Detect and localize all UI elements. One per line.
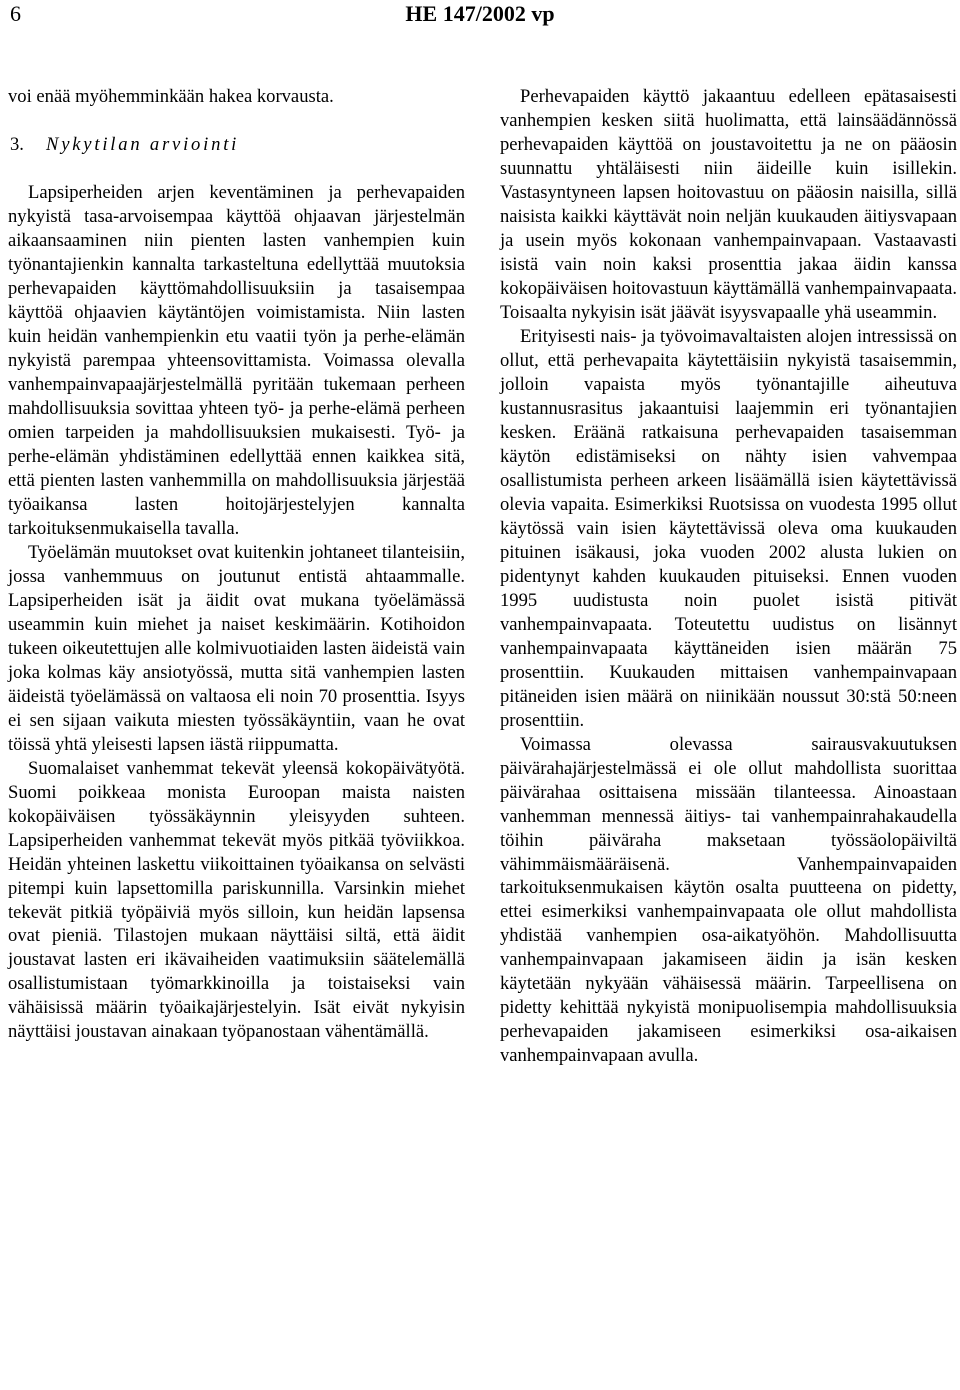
paragraph: Lapsiperheiden arjen keventäminen ja perhevapaiden nykyistä tasa-arvoisempaa käyttöä ohjaavan järjestelmän aikaansaaminen niin pienten lasten vanhempien kuin työnantajienkin kannalta tarkasteltuna edellyttää muutoksia perhevapaiden käyttömahdollisuuksiin ja tasaisempaa käyttöä ohjaavien käytäntöjen voimistamista. Niin lasten kuin heidän vanhempienkin etu vaatii työn ja perhe-elämän nykyistä parempaa yhteensovittamista. Voimassa olevalla vanhempainvapaajärjestelmällä pyritään tukemaan perheen mahdollisuuksia sovittaa yhteen työ- ja perhe-elämä perheen omien tarpeiden ja mahdollisuuksien mukaisesti. Työ- ja perhe-elämän yhdistäminen edellyttää ennen kaikkea sitä, että pienten lasten vanhemmilla on mahdollisuuksia järjestää työaikansa lasten hoitojärjestelyjen kannalta tarkoituksenmukaisella tavalla. <box>8 181 465 539</box>
paragraph: Voimassa olevassa sairausvakuutuksen päivärahajärjestelmässä ei ole ollut mahdollista suorittaa päivärahaa osittaisena missään tilanteessa. Ainoastaan vanhemman mennessä äitiys- tai vanhempainrahakaudella töihin päiväraha maksetaan työssäolopäiviltä vähimmäismääräisenä. Vanhempainvapaiden tarkoituksenmukaisen käytön osalta puutteena on pidetty, ettei esimerkiksi vanhempainvapaata ole ollut mahdollista yhdistää vanhempien osa-aikatyöhön. Mahdollisuutta vanhempainvapaan jakamiseen äidin ja isän kesken käytetään nykyään vähäisessä määrin. Tarpeellisena on pidetty kehittää nykyistä monipuolisempia mahdollisuuksia perhevapaiden jakamiseen esimerkiksi osa-aikaisen vanhempainvapaan avulla. <box>500 733 957 1067</box>
left-column <box>8 85 465 1044</box>
intro-paragraph: voi enää myöhemminkään hakea korvausta. <box>8 86 334 107</box>
paragraph: Työelämän muutokset ovat kuitenkin johtaneet tilanteisiin, jossa vanhemmuus on joutunut entistä ahtaammalle. Lapsiperheiden isät ja äidit ovat mukana työelämässä useammin kuin miehet ja naiset keskimäärin. Kotihoidon tukeen oikeutettujen alle kolmivuotiaiden lasten äideistä vain joka kolmas käy ansiotyössä, mutta sitä vanhempien lasten äideistä työelämässä on valtaosa eli noin 70 prosenttia. Isyys ei sen sijaan vaikuta miesten työssäkäyntiin, vaan he ovat töissä yhtä yleisesti lapsen iästä riippumatta. <box>8 541 465 755</box>
paragraph: Erityisesti nais- ja työvoimavaltaisten alojen intressissä on ollut, että perhevapaita käytettäisiin nykyistä tasaisemmin, jolloin vapaista myös työnantajille aiheutuva kustannusrasitus jakaantuisi laajemmin eri työnantajien kesken. Eräänä ratkaisuna perhevapaiden tasaisemman käytön edistämiseksi on nähty isien vahvempaa osallistumista perheen arkeen lisäämällä isien käytettävissä olevia vapaita. Esimerkiksi Ruotsissa on vuodesta 1995 ollut käytössä vain isien käytettävissä oleva oma kuukauden pituinen isäkausi, joka vuoden 2002 alusta lukien on pidentynyt kahden kuukauden pituiseksi. Ennen vuoden 1995 uudistusta noin puolet isistä pitivät vanhempainvapaata. Toteutettu uudistus on lisännyt vanhempainvapaata käyttäneiden isien määrän 75 prosenttiin. Kuukauden mittaisen vanhempainvapaan pitäneiden isien määrä on niinikään noussut 30:stä 50:neen prosenttiin. <box>500 325 957 731</box>
section-number: 3. <box>10 133 24 155</box>
document-id: HE 147/2002 vp <box>405 1 555 26</box>
page-number: 6 <box>10 1 21 26</box>
section-heading <box>8 109 465 181</box>
paragraph: Suomalaiset vanhemmat tekevät yleensä kokopäivätyötä. Suomi poikkeaa monista Euroopan maista naisten kokopäiväisen työssäkäynnin yleisyyden suhteen. Lapsiperheiden vanhemmat tekevät myös pitkää työviikkoa. Heidän yhteinen laskettu viikoittainen työaikansa on selvästi pitempi kuin lapsettomilla pariskunnilla. Varsinkin miehet tekevät pitkiä työpäiviä myös silloin, kun heidän lapsensa ovat pieniä. Tilastojen mukaan näyttäisi siltä, että äidit joustavat lasten eri ikävaiheiden vaatimuksiin säätelemällä osallistumistaan työmarkkinoilla ja toistaiseksi vain vähäisissä määrin työaikajärjestelyin. Isät eivät nykyisin näyttäisi joustavan ainakaan työpanostaan vähentämällä. <box>8 757 465 1043</box>
section-title: Nykytilan arviointi <box>46 133 240 155</box>
page-header <box>0 0 960 40</box>
right-column <box>500 85 957 1068</box>
paragraph: Perhevapaiden käyttö jakaantuu edelleen epätasaisesti vanhempien kesken siitä huolimatta, että lainsäädännössä perhevapaiden käyttöä on joustavoitettu ja ne on pääosin suunnattu yhtäläisesti niin äideille kuin isillekin. Vastasyntyneen lapsen hoitovastuu on pääosin naisilla, sillä naisista kaikki käyttävät noin neljän kuukauden äitiysvapaan ja usein myös kokonaan vanhempainvapaan. Vastaavasti isistä vain noin kaksi prosenttia jakaa äidin kanssa kokopäiväisen hoitovastuun käyttämällä vanhempainvapaata. Toisaalta nykyisin isät jäävät isyysvapaalle yhä useammin. <box>500 86 957 323</box>
